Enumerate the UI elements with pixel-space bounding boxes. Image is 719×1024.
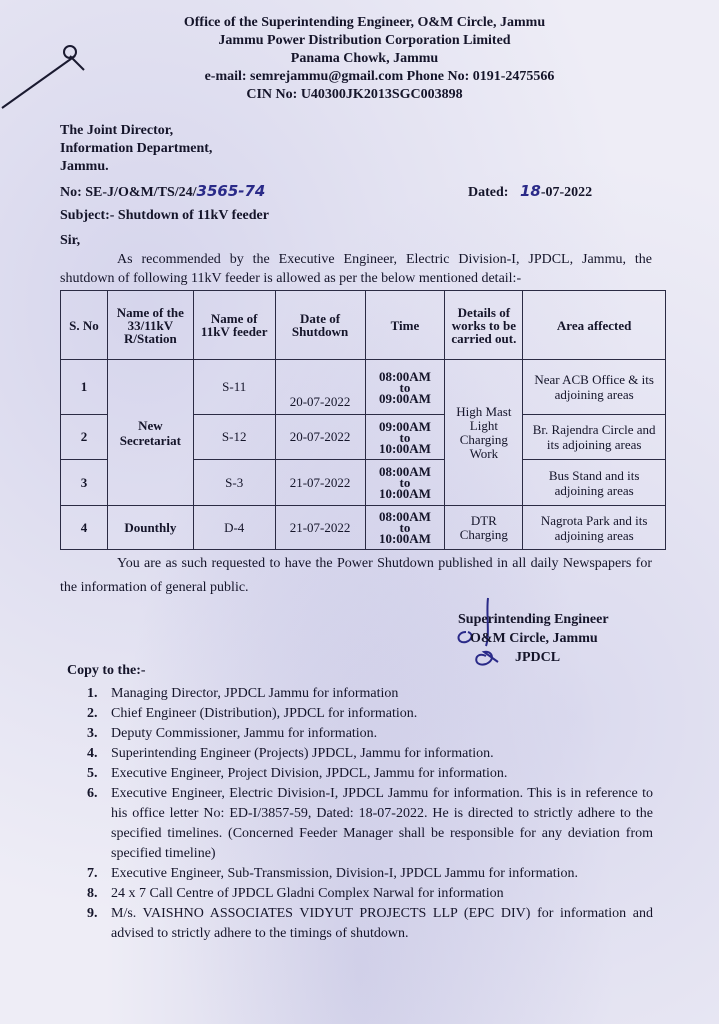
table-header-row [61, 291, 666, 360]
cell-area: Bus Stand and its adjoining areas [523, 460, 666, 506]
signature-title: Superintending Engineer [458, 612, 609, 627]
intro-paragraph: As recommended by the Executive Engineer, Electric Division-I, JPDCL, Jammu, the shutdown of following 11kV feeder is allowed as per the below mentioned detail:- [60, 252, 652, 286]
list-item: 8. 24 x 7 Call Centre of JPDCL Gladni Complex Narwal for information [87, 886, 504, 901]
list-item: 6. Executive Engineer, Electric Division-I, JPDCL Jammu for information. This is in reference to his office letter No: ED-I/3857-59, Dated: 18-07-2022. He is directed to strictly adhere to the specified timelines. (Concerned Feeder Manager shall be responsible for any deviation from specified timeline) [87, 786, 653, 861]
cell-works: DTR Charging [445, 506, 523, 550]
copy-to-list [87, 684, 653, 944]
cell-area: Near ACB Office & its adjoining areas [523, 360, 666, 415]
list-item: 4. Superintending Engineer (Projects) JPDCL, Jammu for information. [87, 746, 494, 761]
cell-station: Dounthly [107, 506, 193, 550]
dated-line [468, 182, 592, 202]
shutdown-table [60, 290, 666, 550]
cell-sno: 4 [61, 506, 108, 550]
letterhead [0, 14, 719, 104]
cell-sno: 3 [61, 460, 108, 506]
cell-date: 21-07-2022 [275, 506, 365, 550]
col-header-date: Date of Shutdown [275, 291, 365, 360]
list-item: 1. Managing Director, JPDCL Jammu for information [87, 686, 399, 701]
list-item: 7. Executive Engineer, Sub-Transmission, Division-I, JPDCL Jammu for information. [87, 866, 578, 881]
signature-org: JPDCL [515, 650, 561, 665]
col-header-sno: S. No [61, 291, 108, 360]
contact-line: e-mail: semrejammu@gmail.com Phone No: 0191-2475566 [204, 69, 555, 84]
office-title: Office of the Superintending Engineer, O&M Circle, Jammu [183, 15, 546, 30]
addressee-line-2: Information Department, [60, 141, 213, 156]
cell-time: 08:00AM to 10:00AM [365, 506, 445, 550]
subject-line: Subject:- Shutdown of 11kV feeder [60, 208, 269, 223]
cell-time: 08:00AM to 09:00AM [365, 360, 445, 415]
list-item: 9. M/s. VAISHNO ASSOCIATES VIDYUT PROJECTS LLP (EPC DIV) for information and advised to strictly adhere to the timings of shutdown. [87, 906, 653, 941]
cell-works: High Mast Light Charging Work [445, 360, 523, 506]
dated-day-handwritten: 18 [519, 182, 541, 200]
list-item: 2. Chief Engineer (Distribution), JPDCL for information. [87, 706, 418, 721]
office-address: Panama Chowk, Jammu [290, 51, 439, 66]
cell-sno: 2 [61, 415, 108, 460]
cell-feeder: S-11 [193, 360, 275, 415]
col-header-works: Details of works to be carried out. [445, 291, 523, 360]
cell-date: 20-07-2022 [275, 360, 365, 415]
addressee-line-1: The Joint Director, [60, 123, 174, 138]
reference-printed: No: SE-J/O&M/TS/24/ [60, 185, 197, 200]
list-item: 5. Executive Engineer, Project Division, JPDCL, Jammu for information. [87, 766, 508, 781]
salutation: Sir, [60, 233, 81, 248]
reference-number [60, 182, 265, 202]
signature-circle: O&M Circle, Jammu [470, 631, 598, 646]
table-row [61, 360, 666, 415]
cell-feeder: D-4 [193, 506, 275, 550]
cell-area: Nagrota Park and its adjoining areas [523, 506, 666, 550]
cin-line: CIN No: U40300JK2013SGC003898 [246, 87, 463, 102]
reference-handwritten: 3565-74 [196, 182, 266, 200]
dated-label: Dated: [468, 185, 509, 200]
copy-to-heading: Copy to the:- [67, 663, 146, 678]
col-header-time: Time [365, 291, 445, 360]
dated-rest: -07-2022 [540, 185, 593, 200]
request-paragraph: You are as such requested to have the Power Shutdown published in all daily Newspapers for the information of general public. [60, 556, 652, 595]
cell-station: New Secretariat [107, 360, 193, 506]
signature-block [458, 610, 609, 667]
col-header-feeder: Name of 11kV feeder [193, 291, 275, 360]
cell-time: 08:00AM to 10:00AM [365, 460, 445, 506]
cell-sno: 1 [61, 360, 108, 415]
cell-area: Br. Rajendra Circle and its adjoining areas [523, 415, 666, 460]
table-row [61, 506, 666, 550]
cell-date: 21-07-2022 [275, 460, 365, 506]
cell-feeder: S-12 [193, 415, 275, 460]
col-header-area: Area affected [523, 291, 666, 360]
cell-feeder: S-3 [193, 460, 275, 506]
addressee-block [60, 122, 212, 176]
addressee-line-3: Jammu. [60, 159, 109, 174]
cell-date: 20-07-2022 [275, 415, 365, 460]
col-header-station: Name of the 33/11kV R/Station [107, 291, 193, 360]
list-item: 3. Deputy Commissioner, Jammu for information. [87, 726, 378, 741]
cell-time: 09:00AM to 10:00AM [365, 415, 445, 460]
corporation-name: Jammu Power Distribution Corporation Limited [218, 33, 511, 48]
